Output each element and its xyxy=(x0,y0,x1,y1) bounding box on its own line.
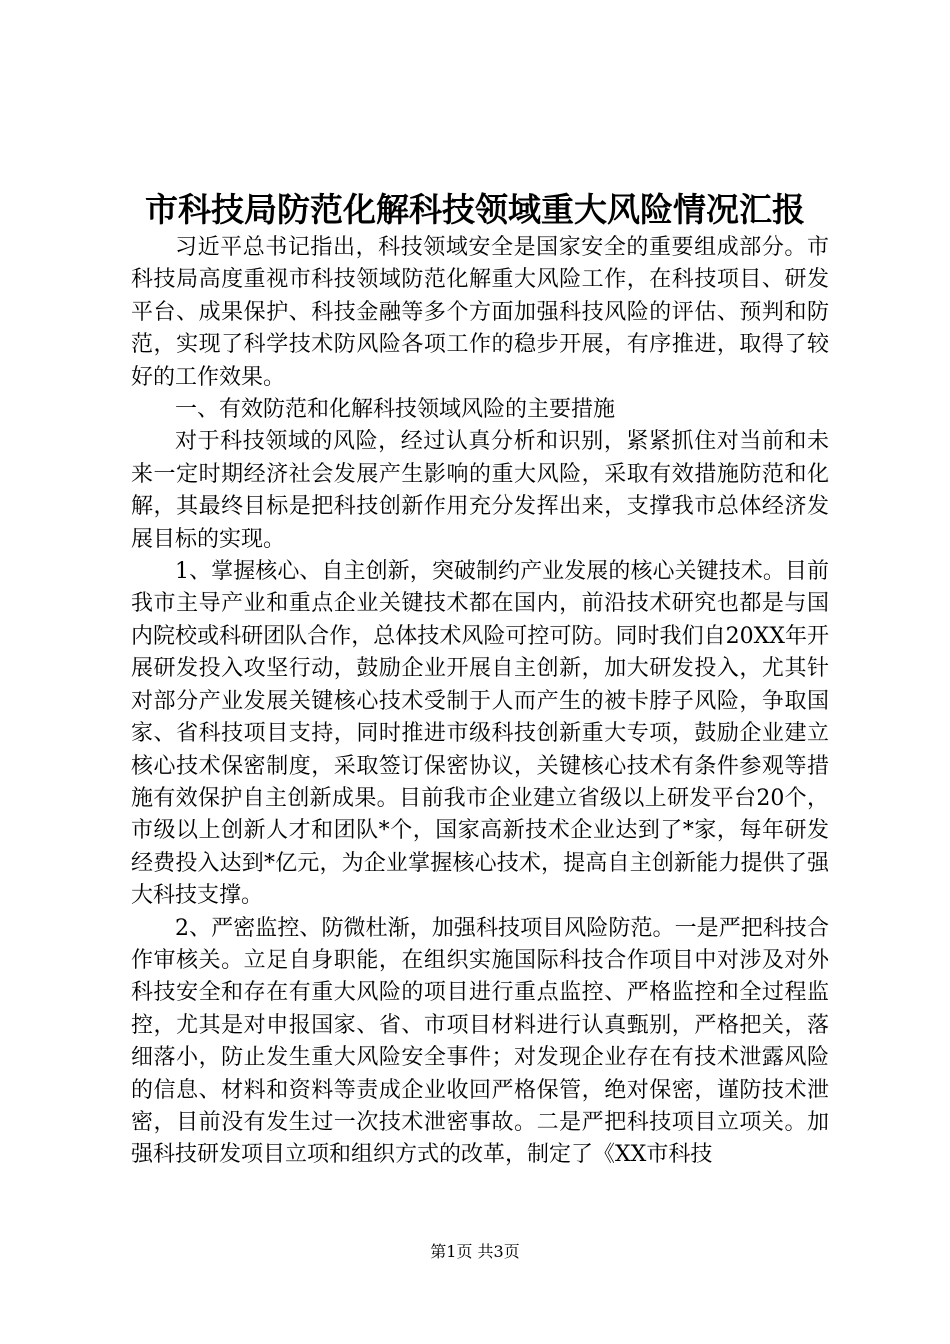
paragraph-measure-2: 2、严密监控、防微杜渐，加强科技项目风险防范。一是严把科技合作审核关。立足自身职能，在组织实施国际科技合作项目中对涉及对外科技安全和存在有重大风险的项目进行重点监控、严格监控和全过程监控，尤其是对申报国家、省、市项目材料进行认真甄别，严格把关，落细落小，防止发生重大风险安全事件；对发现企业存在有技术泄露风险的信息、材料和资料等责成企业收回严格保管，绝对保密，谨防技术泄密，目前没有发生过一次技术泄密事故。二是严把科技项目立项关。加强科技研发项目立项和组织方式的改革，制定了《XX市科技 xyxy=(131,915,829,1168)
page-footer: 第1页 共3页 xyxy=(430,1242,520,1261)
document-body xyxy=(131,232,829,1172)
section-heading-1: 一、有效防范和化解科技领域风险的主要措施 xyxy=(175,397,616,423)
paragraph-overview: 对于科技领域的风险，经过认真分析和识别，紧紧抓住对当前和未来一定时期经济社会发展产生影响的重大风险，采取有效措施防范和化解，其最终目标是把科技创新作用充分发挥出来，支撑我市总体经济发展目标的实现。 xyxy=(131,429,829,552)
paragraph-measure-1: 1、掌握核心、自主创新，突破制约产业发展的核心关键技术。目前我市主导产业和重点企业关键技术都在国内，前沿技术研究也都是与国内院校或科研团队合作，总体技术风险可控可防。同时我们自20XX年开展研发投入攻坚行动，鼓励企业开展自主创新，加大研发投入，尤其针对部分产业发展关键核心技术受制于人而产生的被卡脖子风险，争取国家、省科技项目支持，同时推进市级科技创新重大专项，鼓励企业建立核心技术保密制度，采取签订保密协议，关键核心技术有条件参观等措施有效保护自主创新成果。目前我市企业建立省级以上研发平台20个，市级以上创新人才和团队*个，国家高新技术企业达到了*家，每年研发经费投入达到*亿元，为企业掌握核心技术，提高自主创新能力提供了强大科技支撑。 xyxy=(131,559,829,909)
document-title: 市科技局防范化解科技领域重大风险情况汇报 xyxy=(145,190,805,229)
paragraph-intro: 习近平总书记指出，科技领域安全是国家安全的重要组成部分。市科技局高度重视市科技领域防范化解重大风险工作，在科技项目、研发平台、成果保护、科技金融等多个方面加强科技风险的评估、预判和防范，实现了科学技术防风险各项工作的稳步开展，有序推进，取得了较好的工作效果。 xyxy=(131,235,829,390)
